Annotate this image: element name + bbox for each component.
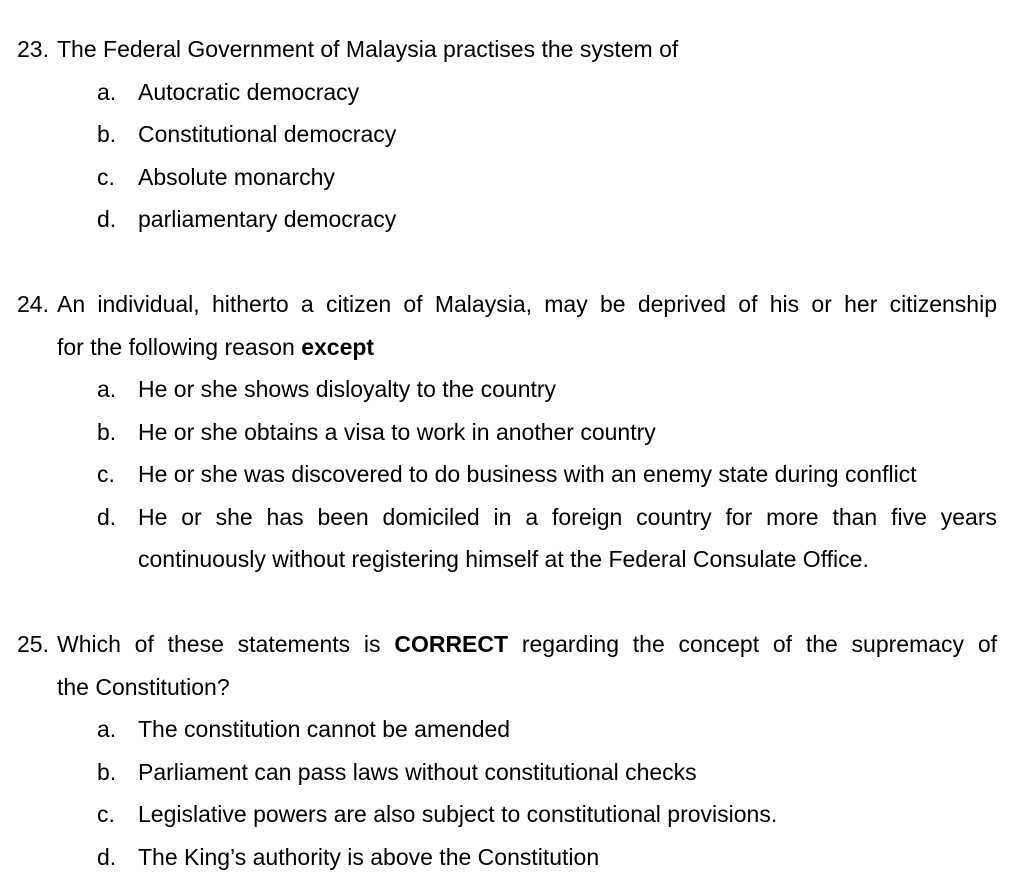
question-24	[0, 283, 1024, 581]
option-b	[0, 113, 1024, 156]
option-letter: c.	[97, 163, 115, 190]
question-stem-continued	[0, 326, 1024, 369]
question-stem-line: The Federal Government of Malaysia practises the system of	[57, 36, 679, 62]
question-25	[0, 623, 1024, 878]
option-letter: c.	[97, 461, 115, 487]
option-b	[0, 411, 1024, 454]
option-c	[0, 156, 1024, 199]
question-number: 23.	[17, 36, 49, 62]
option-text: The constitution cannot be amended	[138, 716, 511, 742]
option-text: continuously without registering himself at the Federal Consulate Office.	[138, 546, 869, 572]
question-number: 24.	[17, 291, 49, 317]
option-b	[0, 751, 1024, 794]
question-23	[0, 28, 1024, 241]
question-stem-continued	[0, 666, 1024, 709]
option-d-continued	[0, 538, 1024, 581]
option-letter: d.	[97, 503, 117, 530]
option-letter: a.	[97, 716, 117, 742]
question-stem-line: for the following reason except	[57, 333, 375, 360]
option-text: Constitutional democracy	[138, 121, 397, 147]
question-stem	[0, 28, 1024, 71]
option-letter: a.	[97, 78, 117, 105]
question-stem-line: Which of these statements is CORRECT regarding the concept of the supremacy of	[57, 631, 998, 657]
option-text: Autocratic democracy	[138, 78, 360, 105]
option-letter: b.	[97, 758, 117, 785]
option-text: He or she was discovered to do business with an enemy state during conflict	[138, 461, 917, 487]
option-c	[0, 453, 1024, 496]
option-letter: b.	[97, 418, 117, 445]
question-stem	[0, 623, 1024, 666]
option-d	[0, 836, 1024, 879]
option-text: He or she shows disloyalty to the country	[138, 376, 557, 402]
option-c	[0, 793, 1024, 836]
option-a	[0, 708, 1024, 751]
option-text: He or she obtains a visa to work in another country	[138, 418, 656, 445]
emphasis-except: except	[301, 333, 375, 360]
question-stem-line: the Constitution?	[57, 673, 230, 700]
question-number: 25.	[17, 631, 49, 657]
question-stem	[0, 283, 1024, 326]
option-text: parliamentary democracy	[138, 206, 397, 232]
option-letter: d.	[97, 206, 117, 232]
option-text: Absolute monarchy	[138, 163, 335, 190]
option-text: Legislative powers are also subject to constitutional provisions.	[138, 801, 778, 827]
option-letter: d.	[97, 843, 117, 870]
option-d	[0, 496, 1024, 539]
option-text: The King’s authority is above the Constitution	[138, 843, 600, 870]
option-a	[0, 71, 1024, 114]
question-stem-line: An individual, hitherto a citizen of Malaysia, may be deprived of his or her citizenship	[57, 291, 997, 317]
option-letter: c.	[97, 801, 115, 827]
option-text: Parliament can pass laws without constitutional checks	[138, 758, 697, 785]
option-letter: a.	[97, 376, 117, 402]
option-a	[0, 368, 1024, 411]
option-d	[0, 198, 1024, 241]
option-letter: b.	[97, 121, 117, 147]
emphasis-correct: CORRECT	[394, 631, 509, 657]
option-text: He or she has been domiciled in a foreign country for more than five years	[138, 503, 997, 530]
